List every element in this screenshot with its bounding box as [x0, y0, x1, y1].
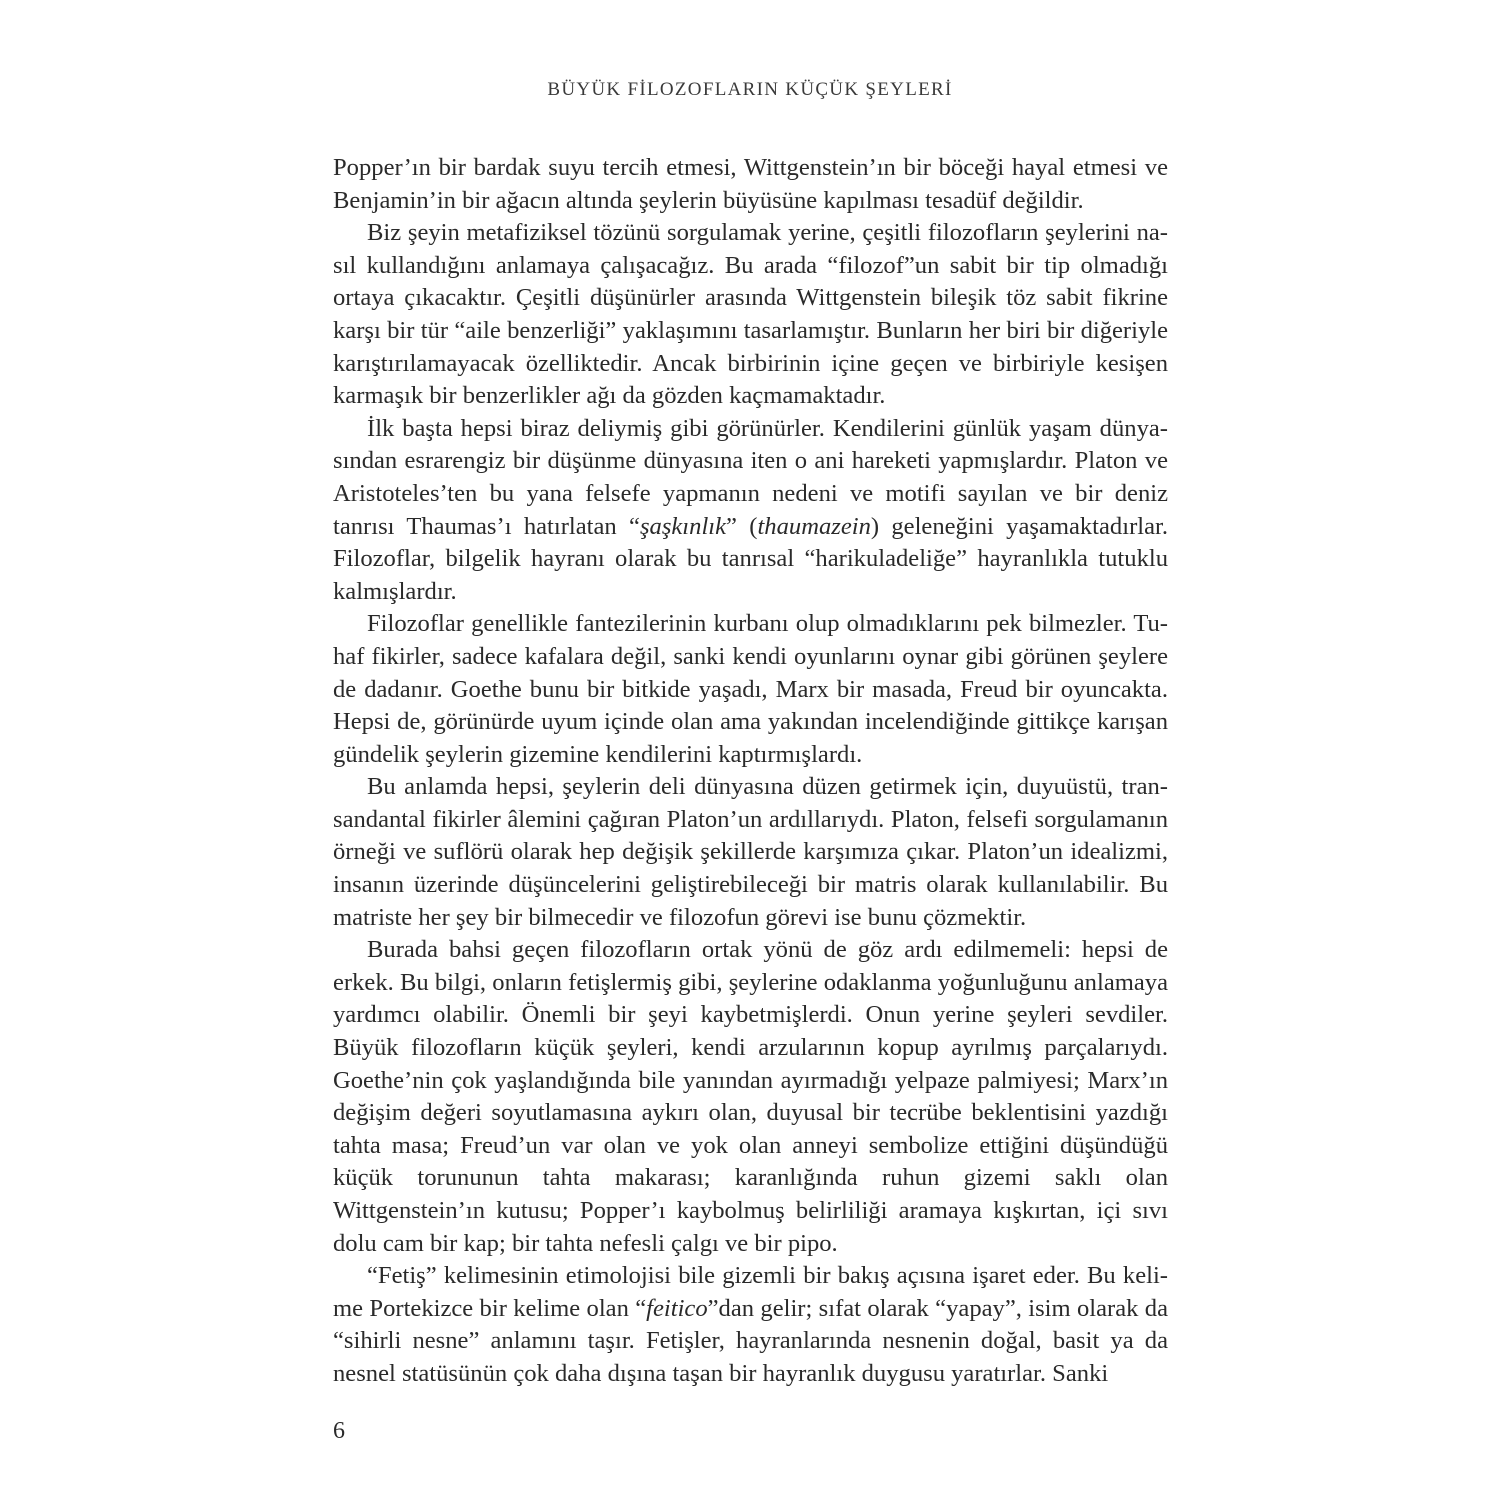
paragraph — [333, 771, 1168, 934]
text-segment: İlk başta hepsi biraz deliymiş gibi görünürler. Kendilerini günlük yaşam dünyasından esrarengiz bir düşünme dünyasına iten o ani hareketi yapmışlardır. Platon ve Aristoteles’ten bu yana felsefe yapmanın nedeni ve motifi sayılan ve bir deniz tanrısı Thaumas’ı hatırlatan “ — [333, 414, 1168, 540]
text-segment: Biz şeyin metafiziksel tözünü sorgulamak yerine, çeşitli filozofların şeylerini nasıl kullandığını anlamaya çalışacağız. Bu arada “filozof”un sabit bir tip olmadığı ortaya çıkacaktır. Çeşitli düşünürler arasında Wittgenstein bileşik töz sabit fikrine karşı bir tür “aile benzerliği” yaklaşımını tasarlamıştır. Bunların her biri bir diğeriyle karıştırılamayacak özelliktedir. Ancak birbirinin içine geçen ve birbiriyle kesişen karmaşık bir benzerlikler ağı da gözden kaçmamaktadır. — [333, 219, 1168, 410]
text-segment: “Fetiş” kelimesinin etimolojisi bile gizemli bir bakış açısına işaret eder. Bu kelime Portekizce bir kelime olan “ — [333, 1262, 1168, 1322]
running-head: BÜYÜK FİLOZOFLARIN KÜÇÜK ŞEYLERİ — [547, 79, 953, 100]
body-text — [333, 152, 1168, 1391]
italic-term: şaşkınlık — [639, 512, 727, 540]
paragraph — [333, 608, 1168, 771]
page-number: 6 — [333, 1418, 345, 1444]
italic-term: thaumazein — [757, 512, 871, 540]
text-segment: Burada bahsi geçen filozofların ortak yönü de göz ardı edilmemeli: hepsi de erkek. Bu bilgi, onların fetişlermiş gibi, şeylerine odaklanma yoğunluğunu anlamaya yardımcı olabilir. Önemli bir şeyi kaybetmişlerdi. Onun yerine şeyleri sevdiler. Büyük filozofların küçük şeyleri, kendi arzularının kopup ayrılmış parçalarıydı. Goethe’nin çok yaşlandığında bile yanından ayırmadığı yelpaze palmiyesi; Marx’ın değişim değeri soyutlamasına aykırı olan, duyusal bir tecrübe beklentisini yazdığı tahta masa; Freud’un var olan ve yok olan anneyi sembolize ettiğini düşündüğü küçük torununun tahta makarası; karanlığında ruhun gizemi saklı olan Wittgenstein’ın kutusu; Popper’ı kaybolmuş belirliliği aramaya kışkırtan, içi sıvı dolu cam bir kap; bir tahta nefesli çalgı ve bir pipo. — [333, 936, 1168, 1257]
paragraph — [333, 152, 1168, 217]
paragraph — [333, 934, 1168, 1260]
text-segment: Filozoflar genellikle fantezilerinin kurbanı olup olmadıklarını pek bilmezler. Tuhaf fikirler, sadece kafalara değil, sanki kendi oyunlarını oynar gibi görünen şeylere de dadanır. Goethe bunu bir bitkide yaşadı, Marx bir masada, Freud bir oyuncakta. Hepsi de, görünürde uyum içinde olan ama yakından incelendiğinde gittikçe karışan gündelik şeylerin gizemine kendilerini kaptırmışlardı. — [333, 610, 1168, 768]
text-segment: Bu anlamda hepsi, şeylerin deli dünyasına düzen getirmek için, duyuüstü, transandantal fikirler âlemini çağıran Platon’un ardıllarıydı. Platon, felsefi sorgulamanın örneği ve suflörü olarak hep değişik şekillerde karşımıza çıkar. Platon’un idealizmi, insanın üzerinde düşüncelerini geliştirebileceği bir matris olarak kullanılabilir. Bu matriste her şey bir bilmecedir ve filozofun görevi ise bunu çözmektir. — [333, 773, 1168, 931]
italic-term: feitico — [646, 1294, 708, 1322]
paragraph — [333, 413, 1168, 609]
text-segment: ” ( — [726, 512, 758, 540]
text-segment: Popper’ın bir bardak suyu tercih etmesi, Wittgenstein’ın bir böceği hayal etmesi ve Benjamin’in bir ağacın altında şeylerin büyüsüne kapılması tesadüf değildir. — [333, 154, 1168, 214]
text-segment: ) geleneğini yaşamaktadırlar. Filozoflar, bilgelik hayranı olarak bu tanrısal “harikuladeliğe” hayranlıkla tutuklu kalmışlardır. — [333, 512, 1168, 605]
text-segment: ”dan gelir; sıfat olarak “yapay”, isim olarak da “sihirli nesne” anlamını taşır. Fetişler, hayranlarında nesnenin doğal, basit ya da nesnel statüsünün çok daha dışına taşan bir hayranlık duygusu yaratırlar. Sanki — [333, 1294, 1168, 1387]
paragraph — [333, 1260, 1168, 1390]
paragraph — [333, 217, 1168, 413]
